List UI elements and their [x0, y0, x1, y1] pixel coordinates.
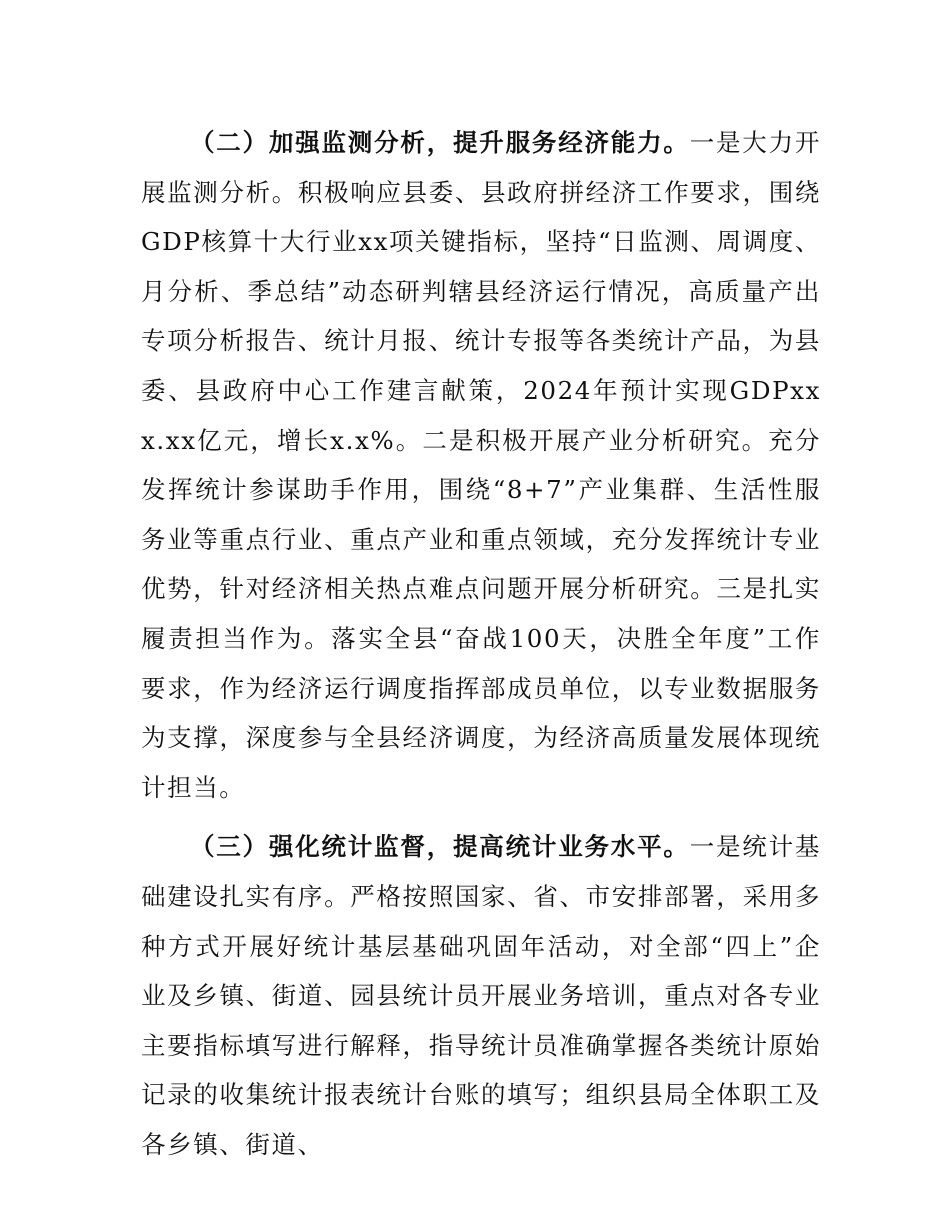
paragraph-statistical-supervision [141, 822, 821, 1169]
paragraph-monitoring-analysis [141, 118, 821, 812]
document-body [141, 118, 821, 1169]
paragraph-heading: （三）强化统计监督，提高统计业务水平。 [190, 832, 690, 862]
paragraph-text: 一是大力开展监测分析。积极响应县委、县政府拼经济工作要求，围绕GDP核算十大行业xx项关键指标，坚持“日监测、周调度、月分析、季总结”动态研判辖县经济运行情况，高质量产出专项分析报告、统计月报、统计专报等各类统计产品，为县委、县政府中心工作建言献策，2024年预计实现GDPxxx.xx亿元，增长x.x%。二是积极开展产业分析研究。充分发挥统计参谋助手作用，围绕“8+7”产业集群、生活性服务业等重点行业、重点产业和重点领域，充分发挥统计专业优势，针对经济相关热点难点问题开展分析研究。三是扎实履责担当作为。落实全县“奋战100天，决胜全年度”工作要求，作为经济运行调度指挥部成员单位，以专业数据服务为支撑，深度参与全县经济调度，为经济高质量发展体现统计担当。 [141, 128, 822, 802]
paragraph-text: 一是统计基础建设扎实有序。严格按照国家、省、市安排部署，采用多种方式开展好统计基层基础巩固年活动，对全部“四上”企业及乡镇、街道、园县统计员开展业务培训，重点对各专业主要指标填写进行解释，指导统计员准确掌握各类统计原始记录的收集统计报表统计台账的填写；组织县局全体职工及各乡镇、街道、 [141, 832, 822, 1159]
paragraph-heading: （二）加强监测分析，提升服务经济能力。 [190, 128, 690, 157]
